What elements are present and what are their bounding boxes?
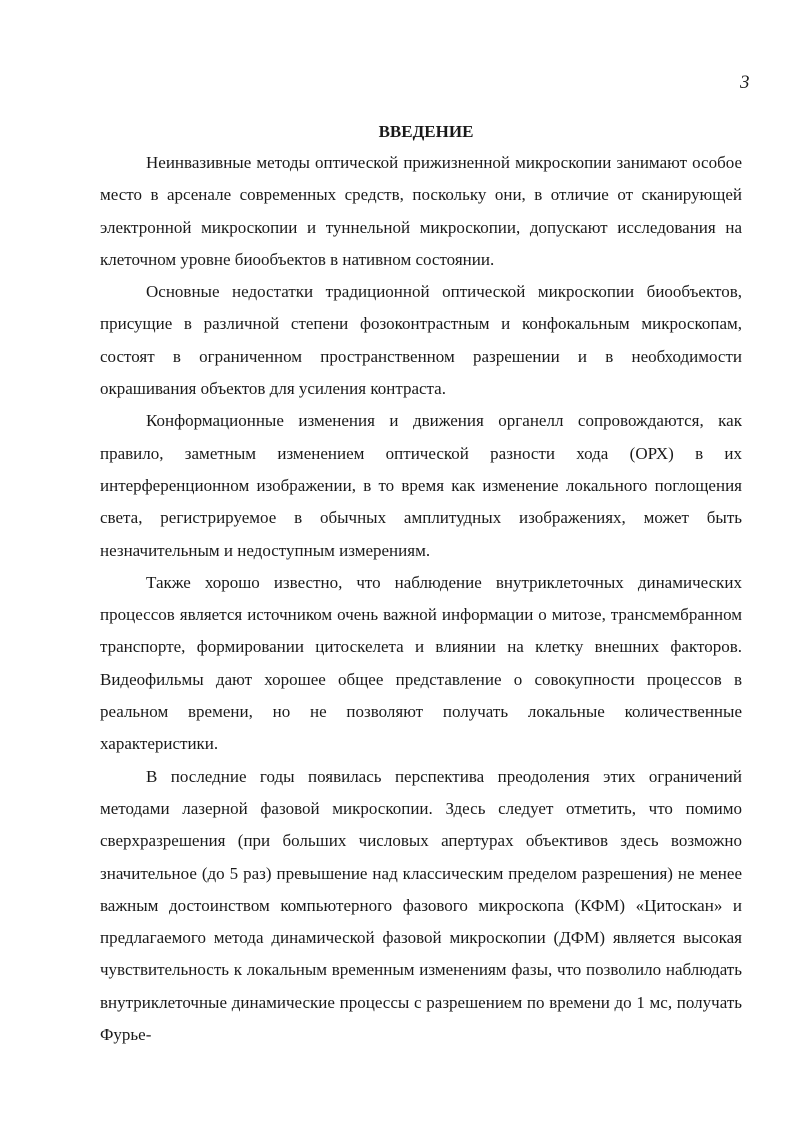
document-body — [100, 117, 742, 1051]
paragraph-4: Также хорошо известно, что наблюдение внутриклеточных динамических процессов является источником очень важной информации о митозе, трансмембранном транспорте, формировании цитоскелета и влиянии на клетку внешних факторов. Видеофильмы дают хорошее общее представление о совокупности процессов в реальном времени, но не позволяют получать локальные количественные характеристики. — [100, 572, 742, 754]
paragraph-3: Конформационные изменения и движения органелл сопровождаются, как правило, заметным изменением оптической разности хода (ОРХ) в их интерференционном изображении, в то время как изменение локального поглощения света, регистрируемое в обычных амплитудных изображениях, может быть незначительным и недоступным измерениям. — [100, 411, 742, 560]
paragraph-2: Основные недостатки традиционной оптической микроскопии биообъектов, присущие в различной степени фозоконтрастным и конфокальным микроскопам, состоят в ограниченном пространственном разрешении и в необходимости окрашивания объектов для усиления контраста. — [100, 282, 742, 399]
page-number: 3 — [740, 72, 750, 93]
paragraph-5: В последние годы появилась перспектива преодоления этих ограничений методами лазерной фазовой микроскопии. Здесь следует отметить, что помимо сверхразрешения (при больших числовых апертурах объективов здесь возможно значительное (до 5 раз) превышение над классическим пределом разрешения) не менее важным достоинством компьютерного фазового микроскопа (КФМ) «Цитоскан» и предлагаемого метода динамической фазовой микроскопии (ДФМ) является высокая чувствительность к локальным временным изменениям фазы, что позволило наблюдать внутриклеточные динамические процессы с разрешением по времени до 1 мс, получать Фурье- — [100, 766, 742, 1045]
paragraph-1: Неинвазивные методы оптической прижизненной микроскопии занимают особое место в арсенале современных средств, поскольку они, в отличие от сканирующей электронной микроскопии и туннельной микроскопии, допускают исследования на клеточном уровне биообъектов в нативном состоянии. — [100, 153, 742, 269]
section-title: ВВЕДЕНИЕ — [378, 122, 474, 141]
